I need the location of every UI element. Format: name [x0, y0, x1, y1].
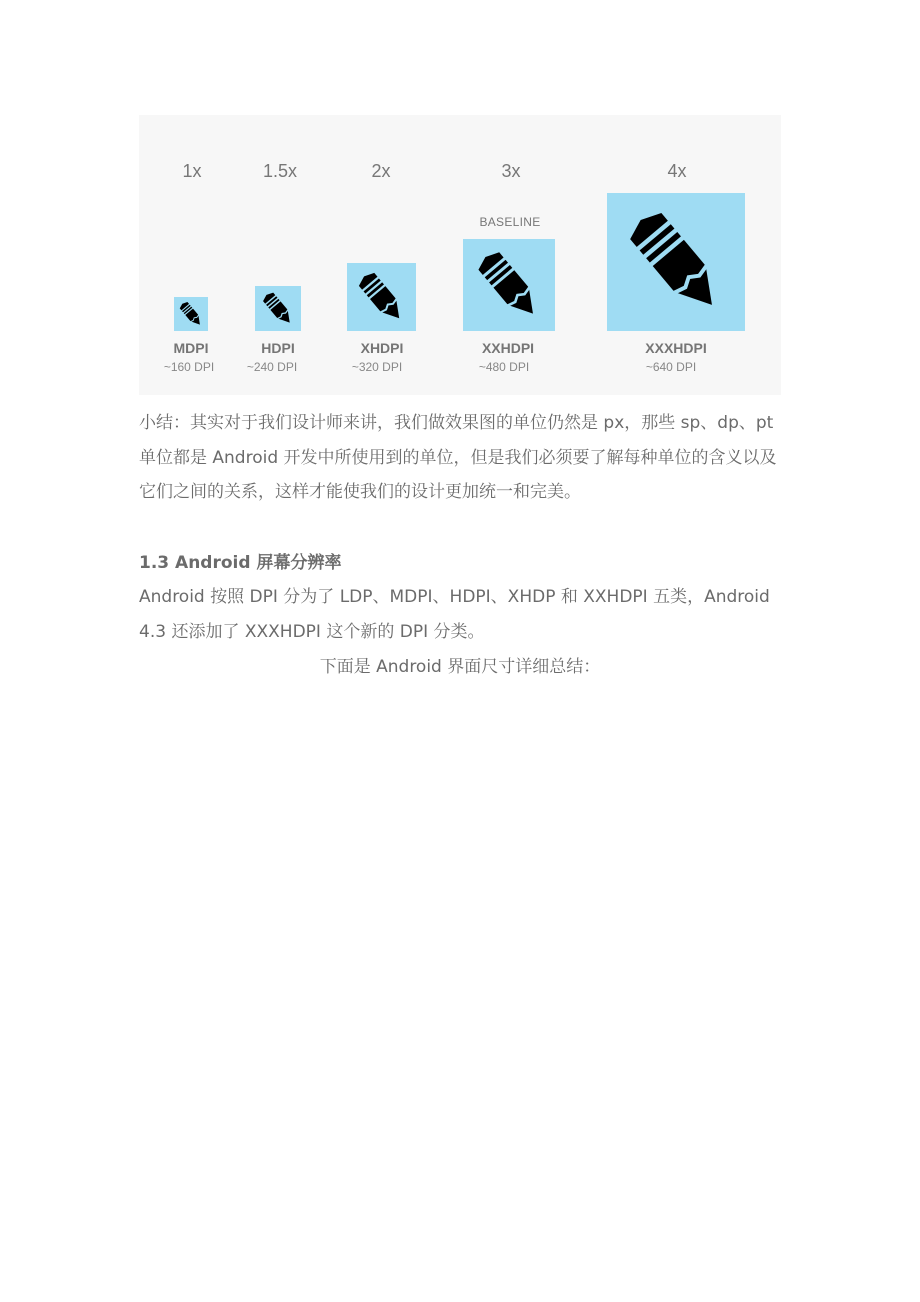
mdpi-icon-tile: [174, 297, 208, 331]
scale-label-xhdpi: 2x: [371, 161, 391, 181]
summary-paragraph: 小结：其实对于我们设计师来讲，我们做效果图的单位仍然是 px，那些 sp、dp、pt 单位都是 Android 开发中所使用到的单位，但是我们必须要了解每种单位的含义以及它们之间的关系，这样才能使我们的设计更加统一和完美。: [139, 413, 777, 502]
dpi-value-xxxhdpi: ~640 DPI: [645, 360, 697, 374]
xxxhdpi-icon-tile: [607, 193, 745, 331]
dpi-density-figure: [139, 115, 781, 395]
section-heading: 1.3 Android 屏幕分辨率: [139, 553, 342, 573]
summary-intro-line: 下面是 Android 界面尺寸详细总结：: [319, 657, 601, 677]
scale-label-xxxhdpi: 4x: [667, 161, 687, 181]
pencil-icon: [177, 300, 205, 328]
dpi-value-xhdpi: ~320 DPI: [351, 360, 403, 374]
density-name-xxxhdpi: XXXHDPI: [645, 340, 707, 356]
xxhdpi-icon-tile: [463, 239, 555, 331]
density-name-xxhdpi: XXHDPI: [481, 340, 535, 356]
dpi-value-mdpi: ~160 DPI: [163, 360, 215, 374]
density-name-hdpi: HDPI: [261, 340, 295, 356]
scale-label-hdpi: 1.5x: [262, 161, 298, 181]
hdpi-icon-tile: [255, 286, 301, 331]
baseline-label: BASELINE: [479, 215, 541, 229]
section-body-paragraph: Android 按照 DPI 分为了 LDP、MDPI、HDPI、XHDP 和 XXHDPI 五类，Android 4.3 还添加了 XXXHDPI 这个新的 DPI 分类。: [139, 587, 770, 642]
scale-label-xxhdpi: 3x: [501, 161, 521, 181]
density-name-mdpi: MDPI: [173, 340, 209, 356]
pencil-icon: [619, 205, 732, 318]
dpi-value-hdpi: ~240 DPI: [246, 360, 298, 374]
xhdpi-icon-tile: [347, 263, 416, 331]
pencil-icon: [353, 269, 410, 325]
pencil-icon: [471, 247, 546, 322]
pencil-icon: [259, 290, 297, 327]
scale-label-mdpi: 1x: [182, 161, 202, 181]
dpi-value-xxhdpi: ~480 DPI: [478, 360, 530, 374]
density-name-xhdpi: XHDPI: [360, 340, 404, 356]
